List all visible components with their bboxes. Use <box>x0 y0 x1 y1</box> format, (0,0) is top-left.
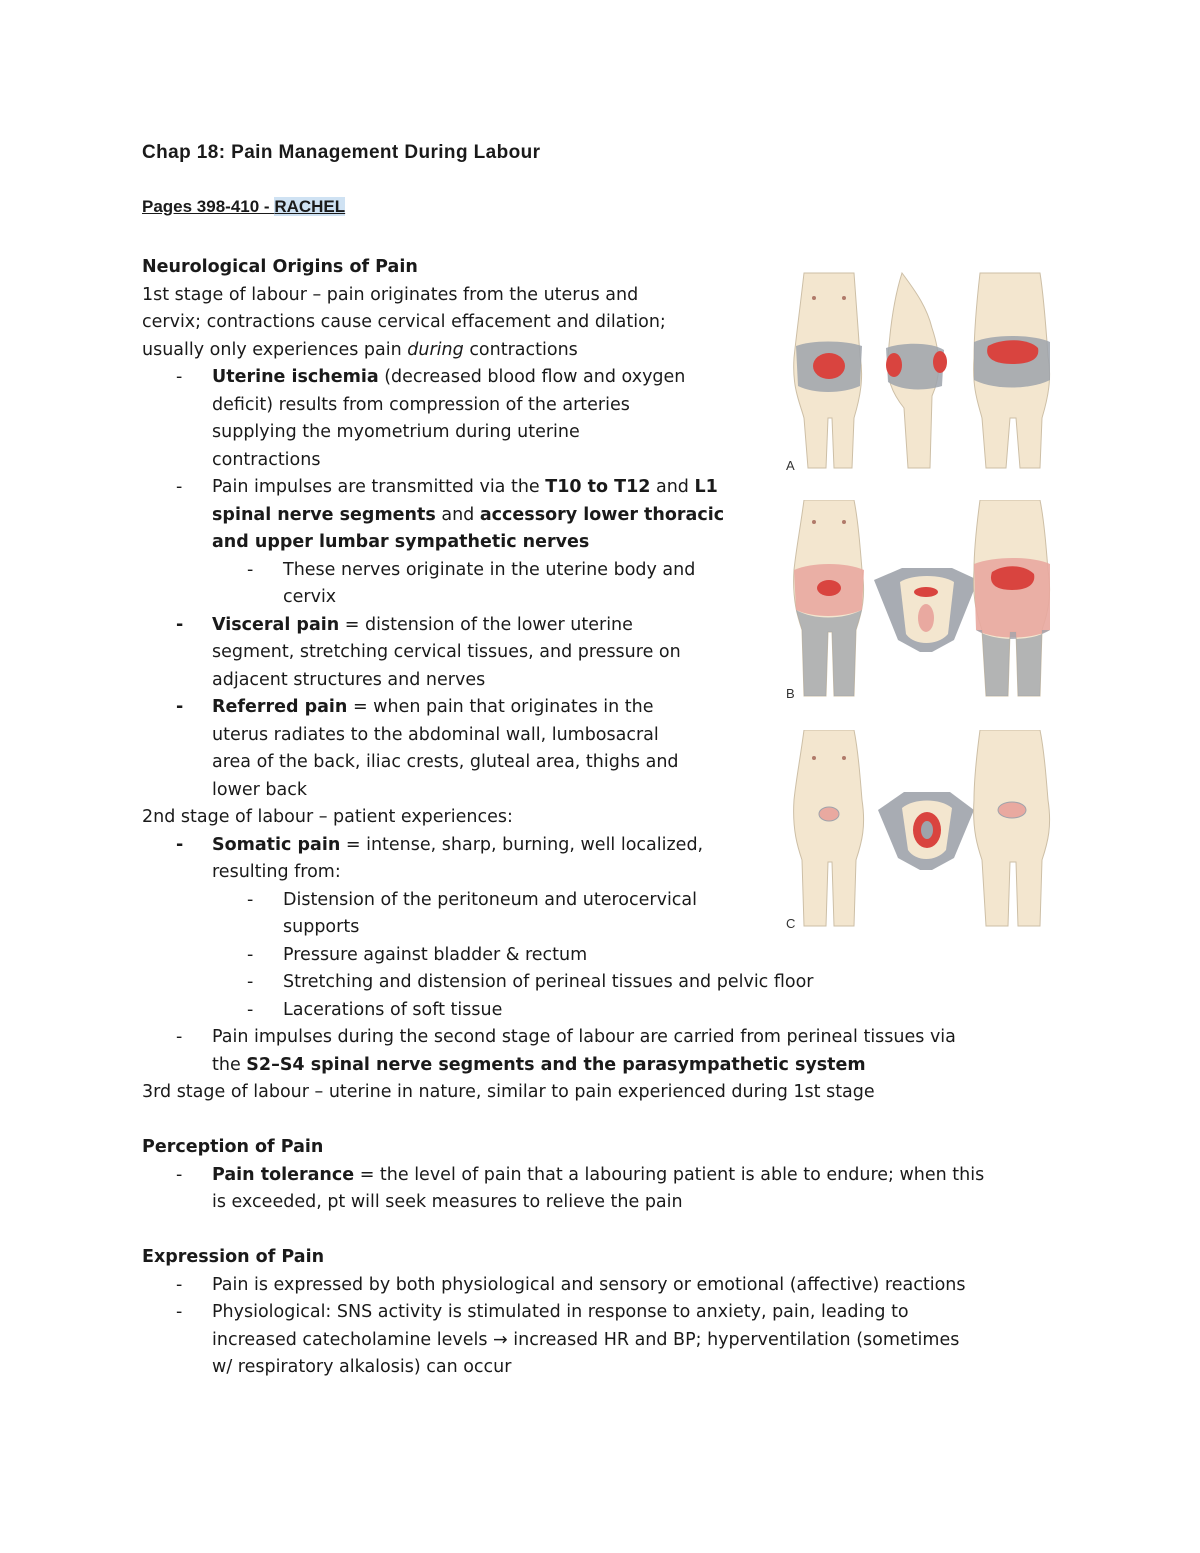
stage-2-text: 2nd stage of labour – patient experiences: <box>142 807 513 827</box>
item-text: cervix <box>283 587 337 607</box>
bullet-dash: - <box>176 1164 183 1185</box>
term-sympathetic-nerves: accessory lower thoracic <box>479 504 725 525</box>
item-text: adjacent structures and nerves <box>212 669 486 690</box>
section-heading-expression: Expression of Pain <box>142 1247 325 1267</box>
pages-range: Pages 398-410 - <box>142 197 275 216</box>
bullet-dash: - <box>176 614 184 635</box>
list-item-physiological <box>142 1299 1062 1382</box>
item-text: Stretching and distension of perineal tissues and pelvic floor <box>283 972 814 992</box>
list-item-pain-expressed <box>142 1272 1062 1300</box>
bullet-dash: - <box>247 972 254 992</box>
term-uterine-ischemia: Uterine ischemia <box>212 367 379 387</box>
term-s2-s4: S2–S4 spinal nerve segments and the parasympathetic system <box>246 1054 866 1075</box>
item-text: Physiological: SNS activity is stimulated in response to anxiety, pain, leading to <box>212 1302 909 1322</box>
term-t10-t12: T10 to T12 <box>545 477 651 497</box>
item-text: = intense, sharp, burning, well localized, <box>340 834 704 855</box>
bullet-dash: - <box>247 559 254 580</box>
sub-item-lacerations <box>142 997 1062 1025</box>
item-text: Pain impulses during the second stage of labour are carried from perineal tissues via <box>212 1027 956 1047</box>
term-visceral-pain: Visceral pain <box>212 614 340 635</box>
item-text: resulting from: <box>212 862 341 882</box>
pages-assignment <box>142 197 345 217</box>
sub-item-pressure <box>142 942 1062 970</box>
item-text: = distension of the lower uterine <box>339 614 633 635</box>
item-text: contractions <box>212 449 321 470</box>
term-l1: L1 <box>694 477 718 497</box>
item-text: Lacerations of soft tissue <box>283 999 503 1020</box>
panel-b-illustration <box>782 500 1062 700</box>
figure-panel-b <box>782 500 1062 700</box>
intro-line-2: cervix; contractions cause cervical effacement and dilation; <box>142 312 666 332</box>
item-text: deficit) results from compression of the arteries <box>212 394 630 415</box>
term-referred-pain: Referred pain <box>212 697 348 717</box>
item-text: supplying the myometrium during uterine <box>212 422 580 442</box>
panel-c-illustration <box>782 730 1062 936</box>
sub-item-stretching <box>142 969 1062 997</box>
bullet-dash: - <box>176 367 183 387</box>
bullet-dash: - <box>247 889 254 910</box>
item-text: and <box>650 477 695 497</box>
item-text: = the level of pain that a labouring patient is able to endure; when this <box>354 1164 985 1185</box>
list-item-second-stage-impulses <box>142 1024 1062 1079</box>
item-text: Pressure against bladder & rectum <box>283 944 588 965</box>
intro-emphasis: during <box>407 339 464 360</box>
bullet-dash: - <box>176 1302 183 1322</box>
item-text: the <box>212 1054 247 1075</box>
neuro-intro <box>142 282 712 365</box>
bullet-dash: - <box>176 1274 183 1295</box>
intro-line-3-end: contractions <box>463 339 578 360</box>
term-sympathetic-nerves-cont: and upper lumbar sympathetic nerves <box>212 532 590 552</box>
figure-panel-a <box>782 268 1062 473</box>
item-text: increased catecholamine levels → increased HR and BP; hyperventilation (sometimes <box>212 1329 960 1350</box>
term-spinal-segments: spinal nerve segments <box>212 504 436 525</box>
item-text: supports <box>283 917 360 937</box>
bullet-dash: - <box>176 477 183 497</box>
item-text: and <box>435 504 480 525</box>
list-item-pain-tolerance <box>142 1162 1062 1217</box>
panel-label-a: A <box>786 458 795 473</box>
item-text: is exceeded, pt will seek measures to relieve the pain <box>212 1192 683 1212</box>
item-text: These nerves originate in the uterine body and <box>283 559 696 580</box>
intro-line-1: 1st stage of labour – pain originates from the uterus and <box>142 284 639 305</box>
item-text: Distension of the peritoneum and uterocervical <box>283 889 698 910</box>
panel-label-b: B <box>786 686 795 701</box>
panel-a-illustration <box>782 268 1062 473</box>
term-somatic-pain: Somatic pain <box>212 834 341 855</box>
item-text: Pain is expressed by both physiological and sensory or emotional (affective) reactions <box>212 1274 966 1295</box>
assignee-name: RACHEL <box>274 197 346 216</box>
item-text: segment, stretching cervical tissues, and pressure on <box>212 642 681 662</box>
bullet-dash: - <box>176 1027 183 1047</box>
panel-label-c: C <box>786 916 796 931</box>
item-text: (decreased blood flow and oxygen <box>378 367 686 387</box>
stage-3-text: 3rd stage of labour – uterine in nature, similar to pain experienced during 1st stage <box>142 1082 875 1102</box>
document-title: Chap 18: Pain Management During Labour <box>142 142 541 163</box>
bullet-dash: - <box>176 697 184 717</box>
section-heading-neuro: Neurological Origins of Pain <box>142 257 418 277</box>
item-text: w/ respiratory alkalosis) can occur <box>212 1357 512 1377</box>
figure-panel-c <box>782 730 1062 936</box>
bullet-dash: - <box>247 999 254 1020</box>
intro-line-3: usually only experiences pain <box>142 339 408 360</box>
bullet-dash: - <box>176 834 184 855</box>
item-text: Pain impulses are transmitted via the <box>212 477 546 497</box>
item-text: = when pain that originates in the <box>347 697 654 717</box>
item-text: lower back <box>212 779 307 800</box>
term-pain-tolerance: Pain tolerance <box>212 1164 355 1185</box>
item-text: area of the back, iliac crests, gluteal area, thighs and <box>212 752 679 772</box>
item-text: uterus radiates to the abdominal wall, lumbosacral <box>212 724 659 745</box>
bullet-dash: - <box>247 944 254 965</box>
section-heading-perception: Perception of Pain <box>142 1137 324 1157</box>
pain-distribution-figure <box>782 268 1062 936</box>
